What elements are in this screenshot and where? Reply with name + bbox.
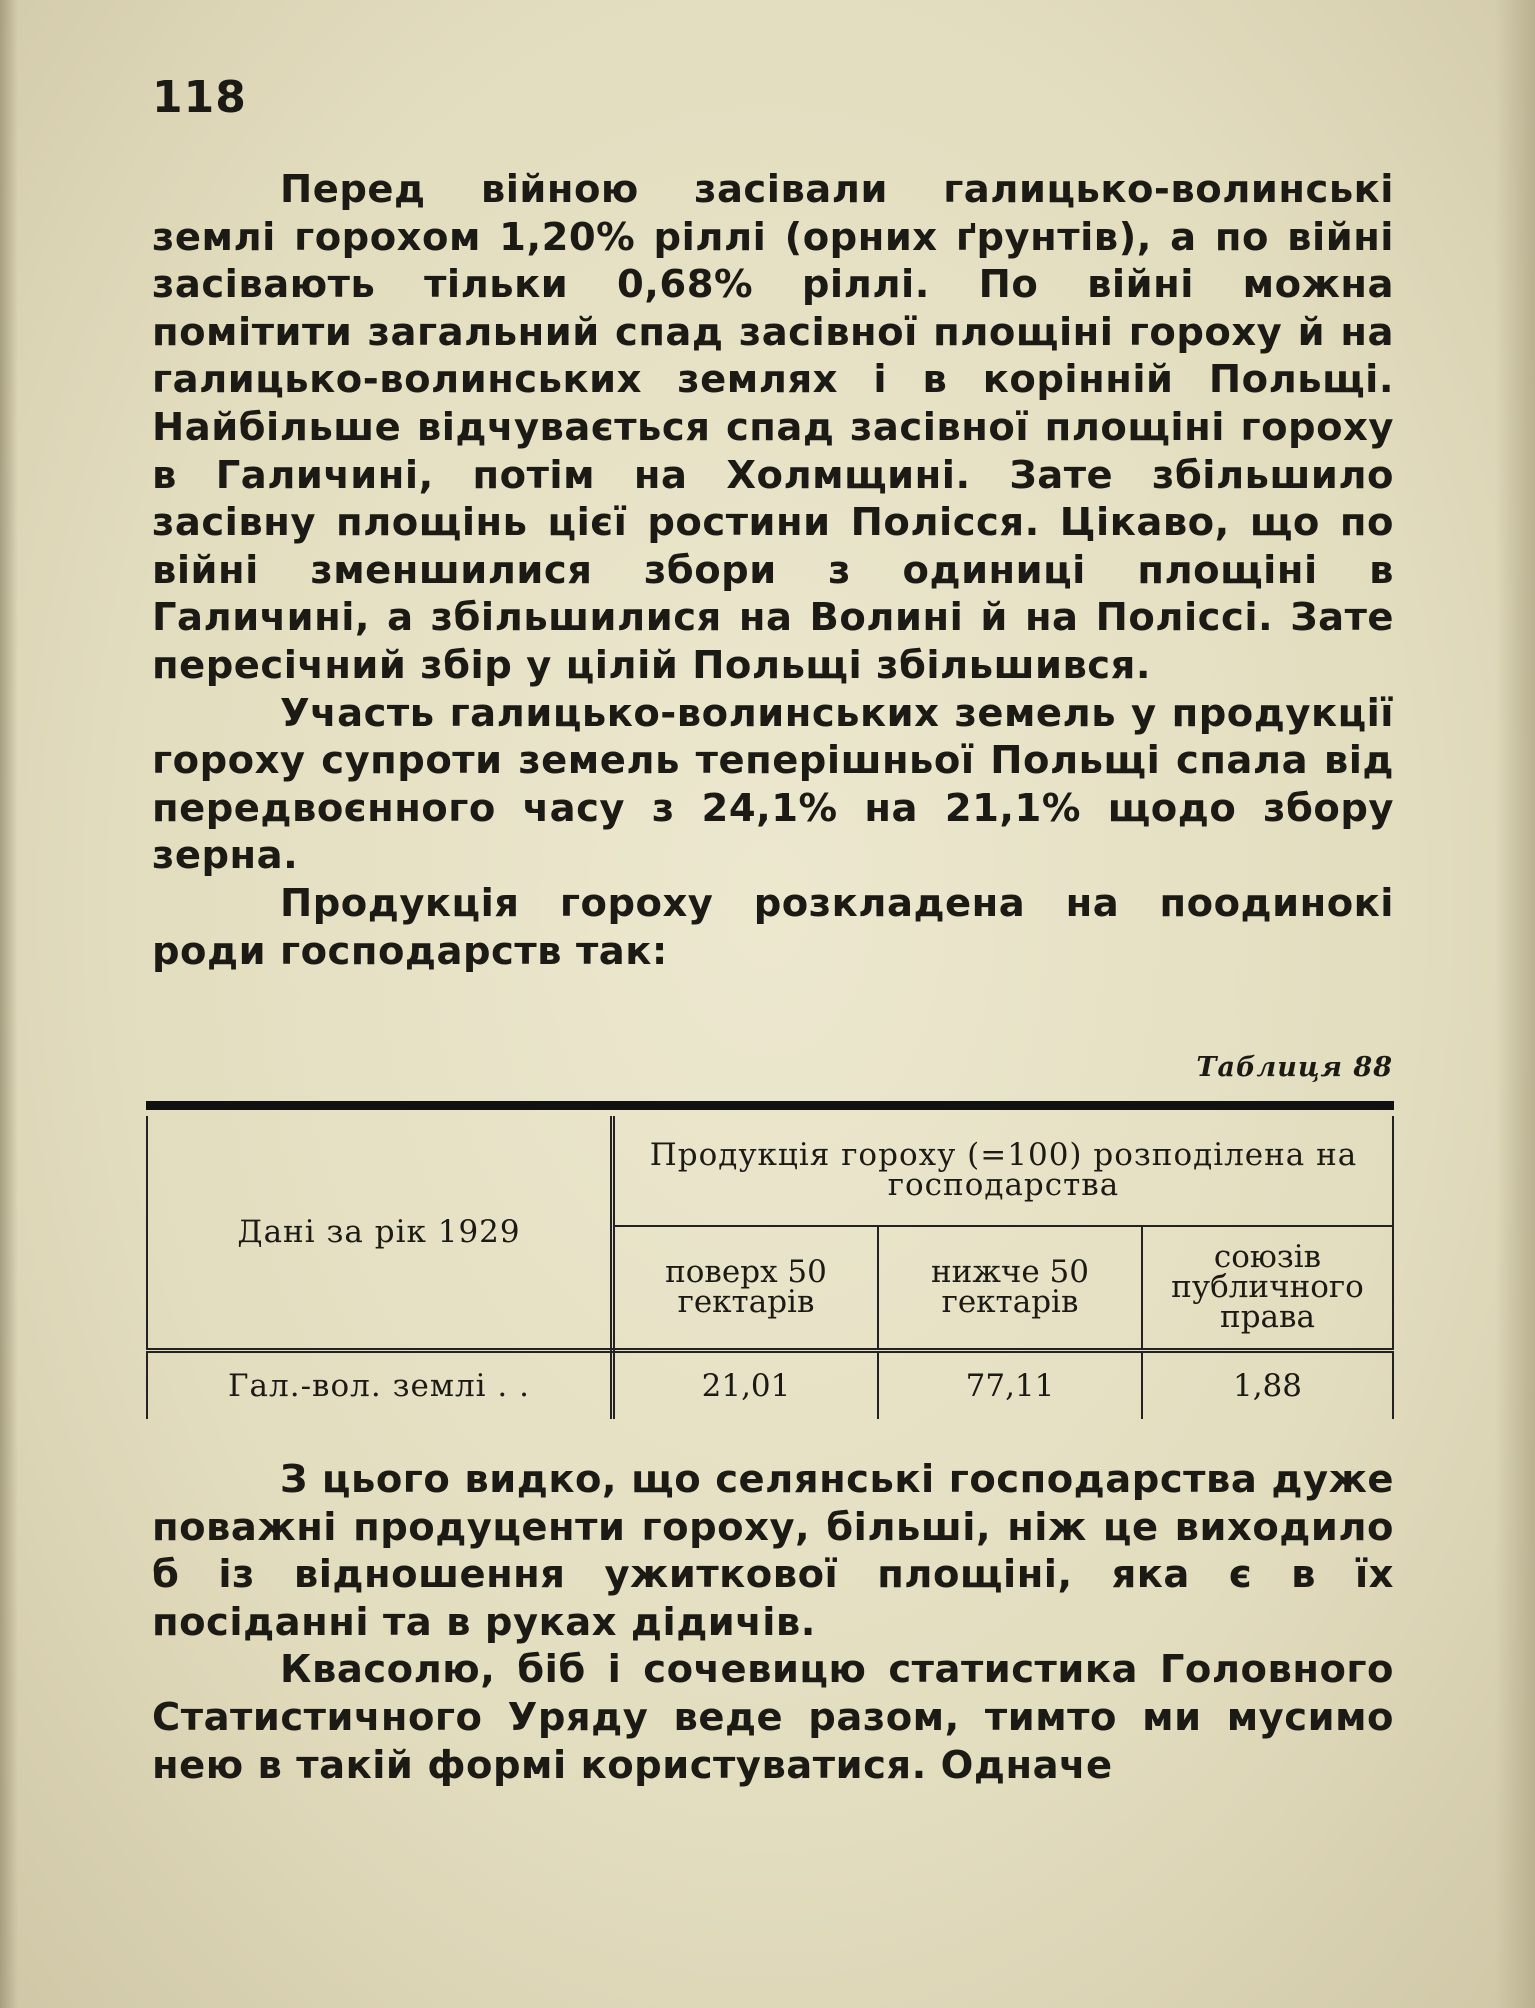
text-block-bottom: [152, 1456, 1394, 1789]
paragraph-table-intro: Продукція гороху розкладена на поодинокі роди господарств так:: [152, 880, 1394, 974]
pea-production-table: [146, 1116, 1394, 1419]
table-caption: Таблиця 88: [1196, 1052, 1393, 1083]
paragraph-conclusion: З цього видко, що селянські господарства дуже поважні продуценти гороху, більші, ніж це виходило б із відношення ужиткової площіні, яка є в їх посіданні та в руках дідичів.: [152, 1457, 1394, 1645]
column-header-public-unions: союзів публичного права: [1142, 1226, 1393, 1351]
term-broad-beans: біб: [517, 1647, 586, 1693]
cell-public-unions: 1,88: [1142, 1351, 1393, 1420]
stub-header: Дані за рік 1929: [147, 1116, 613, 1351]
paragraph-production-share: Участь галицько-волинських земель у продукції гороху супроти земель теперішньої Польщі спала від передвоєнного часу з 24,1% на 21,1% щодо збору зерна.: [152, 690, 1394, 879]
term-lentils: сочевицю: [643, 1647, 867, 1693]
paragraph-beans: [152, 1646, 1394, 1789]
table-top-rule: [146, 1101, 1394, 1110]
column-header-under-50: нижче 50 гектарів: [878, 1226, 1142, 1351]
term-beans: Квасолю,: [280, 1647, 496, 1693]
cell-over-50: 21,01: [613, 1351, 879, 1420]
row-label: Гал.-вол. землі . .: [147, 1351, 613, 1420]
paragraph-beans-rest: статистика Головного Статистичного Уряду веде разом, тимто ми мусимо нею в такій формі користуватися. Одначе: [152, 1647, 1394, 1788]
table-header-row: [147, 1116, 1393, 1226]
column-header-over-50: поверх 50 гектарів: [613, 1226, 879, 1351]
text-block-top: [152, 166, 1394, 975]
cell-under-50: 77,11: [878, 1351, 1142, 1420]
table-row: [147, 1351, 1393, 1420]
page-edge-shadow-right: [1495, 0, 1535, 2008]
page-edge-shadow-left: [0, 0, 18, 2008]
paragraph-prewar-sowing: Перед війною засівали галицько-волинські землі горохом 1,20% ріллі (орних ґрунтів), а по війні засівають тільки 0,68% ріллі. По війні можна помітити загальний спад засівної площіні гороху й на галицько-волинських землях і в корінній Польщі. Найбільше відчувається спад засівної площіні гороху в Галичині, потім на Холмщині. Зате збільшило засівну площінь цієї ростини Полісся. Цікаво, що по війні зменшилися збори з одиниці площіні в Галичині, а збільшилися на Волині й на Поліссі. Зате пересічний збір у цілій Польщі збільшився.: [152, 167, 1394, 688]
page-number: 118: [152, 72, 247, 123]
conjunction: і: [607, 1647, 622, 1693]
group-header: Продукція гороху (=100) розподілена на господарства: [613, 1116, 1394, 1226]
